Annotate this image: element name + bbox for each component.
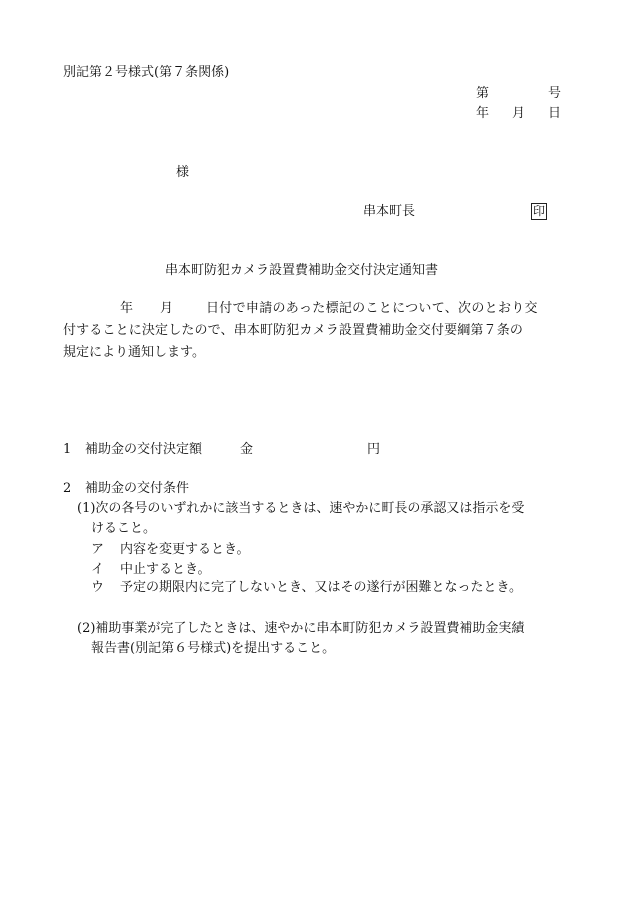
body-line-3: 規定により通知します。 — [63, 345, 205, 360]
doc-date-day: 日 — [548, 106, 562, 121]
form-label: 別記第２号様式(第７条関係) — [63, 65, 230, 80]
seal-mark: 印 — [533, 204, 546, 218]
sub-item-a-text: 内容を変更するとき。 — [120, 542, 250, 557]
item1-kin: 金 — [240, 442, 254, 457]
addressee-suffix: 様 — [176, 165, 190, 180]
body-date-month: 月 — [160, 301, 174, 316]
doc-date-month: 月 — [512, 106, 526, 121]
condition2-line-1: (2)補助事業が完了したときは、速やかに串本町防犯カメラ設置費補助金実績 — [77, 621, 525, 636]
condition1-line-1: (1)次の各号のいずれかに該当するときは、速やかに町長の承認又は指示を受 — [77, 501, 525, 516]
doc-number-prefix: 第 — [476, 86, 490, 101]
condition1-line-2: けること。 — [91, 521, 157, 536]
item1-label: 補助金の交付決定額 — [85, 442, 203, 457]
sub-item-u-text: 予定の期限内に完了しないとき、又はその遂行が困難となったとき。 — [120, 580, 522, 595]
sub-item-a-mark: ア — [91, 542, 105, 557]
sub-item-i-mark: イ — [91, 562, 105, 577]
issuer-seal — [531, 203, 547, 220]
doc-date-year: 年 — [476, 106, 490, 121]
body-line-1: 日付で申請のあった標記のことについて、次のとおり交 — [206, 301, 538, 316]
item1-en: 円 — [367, 442, 381, 457]
item1-number: 1 — [63, 442, 72, 457]
doc-number-suffix: 号 — [548, 86, 562, 101]
condition2-line-2: 報告書(別記第６号様式)を提出すること。 — [91, 641, 336, 656]
body-date-year: 年 — [120, 301, 134, 316]
issuer-title: 串本町長 — [363, 204, 416, 219]
sub-item-u-mark: ウ — [91, 580, 105, 595]
item2-number: 2 — [63, 481, 72, 496]
item2-label: 補助金の交付条件 — [85, 481, 190, 496]
document-title: 串本町防犯カメラ設置費補助金交付決定通知書 — [165, 263, 439, 278]
sub-item-i-text: 中止するとき。 — [120, 562, 211, 577]
body-line-2: 付することに決定したので、串本町防犯カメラ設置費補助金交付要綱第７条の — [63, 323, 523, 338]
